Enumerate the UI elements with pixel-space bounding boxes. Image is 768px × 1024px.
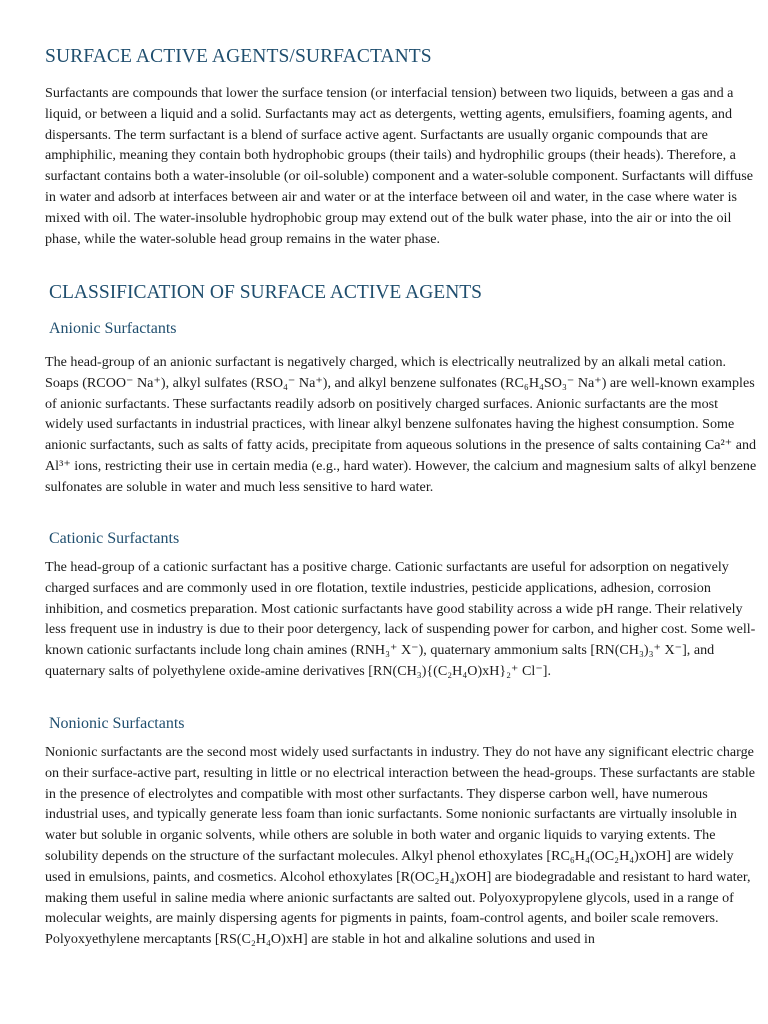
nonionic-heading: Nonionic Surfactants [49, 715, 185, 732]
page-title: SURFACE ACTIVE AGENTS/SURFACTANTS [45, 46, 432, 67]
cationic-paragraph: The head-group of a cationic surfactant has a positive charge. Cationic surfactants are useful for adsorption on negatively charged surfaces and are commonly used in ore flotation, textile industries, pesticide applications, adhesion, corrosion inhibition, and cosmetics preparation. Most cationic surfactants have good stability across a wide pH range. Their relatively less frequent use in industry is due to their poor detergency, lack of suspending power for carbon, and higher cost. Some well-known cationic surfactants include long chain amines (RNH₃⁺ X⁻), quaternary ammonium salts [RN(CH₃)₃⁺ X⁻], and quaternary salts of polyethylene oxide-amine derivatives [RN(CH₃){(C₂H₄O)xH}₂⁺ Cl⁻]. [45, 559, 756, 679]
nonionic-paragraph: Nonionic surfactants are the second most widely used surfactants in industry. They do not have any significant electric charge on their surface-active part, resulting in little or no electrical interaction between the head-groups. These surfactants are stable in the presence of electrolytes and compatible with most other surfactants. They disperse carbon well, have numerous industrial uses, and typically generate less foam than ionic surfactants. Some nonionic surfactants are virtually insoluble in water but soluble in organic solvents, while others are soluble in both water and organic liquids to varying extents. The solubility depends on the structure of the surfactant molecules. Alkyl phenol ethoxylates [RC₆H₄(OC₂H₄)xOH] are widely used in emulsions, paints, and cosmetics. Alcohol ethoxylates [R(OC₂H₄)xOH] are biodegradable and resistant to hard water, making them useful in saline media where anionic surfactants are salted out. Polyoxypropylene glycols, used in a range of molecular weights, are mainly dispersing agents for pigments in paints, foam-control agents, and boiler scale removers. Polyoxyethylene mercaptants [RS(C₂H₄O)xH] are stable in hot and alkaline solutions and used in [45, 744, 756, 948]
anionic-heading: Anionic Surfactants [49, 320, 177, 337]
cationic-heading: Cationic Surfactants [49, 530, 180, 547]
intro-paragraph: Surfactants are compounds that lower the surface tension (or interfacial tension) between two liquids, between a gas and a liquid, or between a liquid and a solid. Surfactants may act as detergents, wetting agents, emulsifiers, foaming agents, and dispersants. The term surfactant is a blend of surface active agent. Surfactants are usually organic compounds that are amphiphilic, meaning they contain both hydrophobic groups (their tails) and hydrophilic groups (their heads). Therefore, a surfactant contains both a water-insoluble (or oil-soluble) component and a water-soluble component. Surfactants will diffuse in water and adsorb at interfaces between air and water or at the interface between oil and water, in the case where water is mixed with oil. The water-insoluble hydrophobic group may extend out of the bulk water phase, into the air or into the oil phase, while the water-soluble head group remains in the water phase. [45, 85, 753, 247]
classification-title: CLASSIFICATION OF SURFACE ACTIVE AGENTS [49, 282, 483, 303]
anionic-paragraph: The head-group of an anionic surfactant is negatively charged, which is electrically neutralized by an alkali metal cation. Soaps (RCOO⁻ Na⁺), alkyl sulfates (RSO₄⁻ Na⁺), and alkyl benzene sulfonates (RC₆H₄SO₃⁻ Na⁺) are well-known examples of anionic surfactants. These surfactants readily adsorb on positively charged surfaces. Anionic surfactants are the most widely used surfactants in industrial practices, with linear alkyl benzene sulfonates having the highest consumption. Some anionic surfactants, such as salts of fatty acids, precipitate from aqueous solutions in the presence of salts containing Ca²⁺ and Al³⁺ ions, restricting their use in certain media (e.g., hard water). However, the calcium and magnesium salts of alkyl benzene sulfonates are soluble in water and much less sensitive to hard water. [45, 354, 757, 495]
